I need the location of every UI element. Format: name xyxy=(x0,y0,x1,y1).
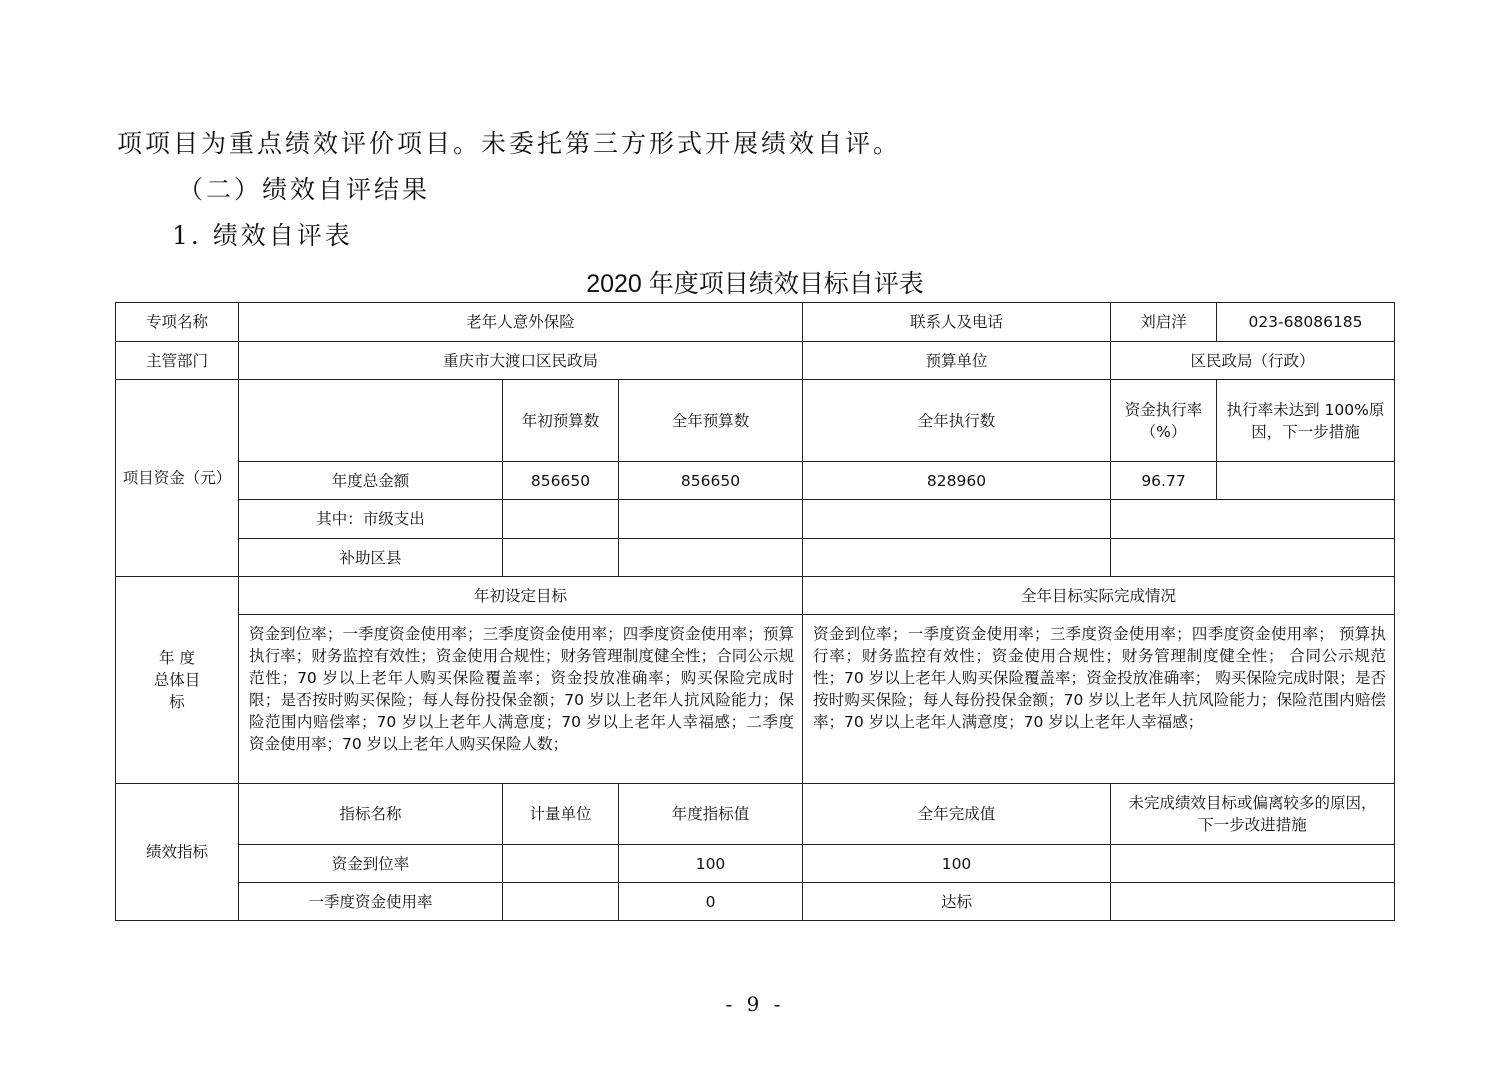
table-title: 2020 年度项目绩效目标自评表 xyxy=(586,270,924,298)
column-header: 年度指标值 xyxy=(619,784,803,845)
set-goals-text: 资金到位率；一季度资金使用率；三季度资金使用率；四季度资金使用率；预算执行率；财务监控有效性；资金使用合规性；财务管理制度健全性；合同公示规范性；70 岁以上老年人购买保险覆盖率；资金投放准确率；购买保险完成时限；是否按时购买保险；每人每份投保金额；70 岁以上老年人抗风险能力；保险范围内赔偿率；70 岁以上老年人满意度；70 岁以上老年人幸福感；二季度资金使用率；70 岁以上老年人购买保险人数； xyxy=(239,615,803,784)
subsection-heading: 1. 绩效自评表 xyxy=(172,221,353,250)
column-header: 指标名称 xyxy=(239,784,503,845)
column-header: 全年预算数 xyxy=(619,380,803,462)
value-cell xyxy=(1111,500,1395,539)
table-row xyxy=(116,380,1395,462)
project-name: 老年人意外保险 xyxy=(239,303,803,342)
department: 重庆市大渡口区民政局 xyxy=(239,342,803,380)
indicator-name: 资金到位率 xyxy=(239,845,503,883)
value-cell xyxy=(1111,845,1395,883)
value-cell xyxy=(503,539,619,577)
column-header: 计量单位 xyxy=(503,784,619,845)
row-name: 其中：市级支出 xyxy=(239,500,503,539)
row-name: 补助区县 xyxy=(239,539,503,577)
indicators-label: 绩效指标 xyxy=(116,784,239,921)
value-cell xyxy=(619,500,803,539)
performance-evaluation-table xyxy=(115,302,1395,921)
value-cell: 828960 xyxy=(803,462,1111,500)
table-row xyxy=(116,539,1395,577)
row-name: 年度总金额 xyxy=(239,462,503,500)
column-header: 执行率未达到 100%原因，下一步措施 xyxy=(1217,380,1395,462)
table-row xyxy=(116,845,1395,883)
value-cell xyxy=(503,883,619,921)
table-row xyxy=(116,462,1395,500)
value-cell: 100 xyxy=(619,845,803,883)
empty-cell xyxy=(239,380,503,462)
table-row xyxy=(116,784,1395,845)
column-header: 全年完成值 xyxy=(803,784,1111,845)
column-header: 未完成绩效目标或偏离较多的原因，下一步改进措施 xyxy=(1111,784,1395,845)
value-cell: 856650 xyxy=(503,462,619,500)
contact-phone: 023-68086185 xyxy=(1217,303,1395,342)
value-cell xyxy=(803,539,1111,577)
column-header: 全年目标实际完成情况 xyxy=(803,577,1395,615)
funds-label: 项目资金（元） xyxy=(116,380,239,577)
column-header: 年初设定目标 xyxy=(239,577,803,615)
value-cell xyxy=(503,500,619,539)
value-cell: 96.77 xyxy=(1111,462,1217,500)
column-header: 年初预算数 xyxy=(503,380,619,462)
value-cell xyxy=(1217,462,1395,500)
table-row xyxy=(116,577,1395,615)
label-cell: 预算单位 xyxy=(803,342,1111,380)
table-row xyxy=(116,342,1395,380)
value-cell xyxy=(1111,883,1395,921)
column-header: 全年执行数 xyxy=(803,380,1111,462)
label-cell: 主管部门 xyxy=(116,342,239,380)
contact-name: 刘启洋 xyxy=(1111,303,1217,342)
label-cell: 联系人及电话 xyxy=(803,303,1111,342)
budget-unit: 区民政局（行政） xyxy=(1111,342,1395,380)
label-cell: 专项名称 xyxy=(116,303,239,342)
table-row xyxy=(116,883,1395,921)
goals-label: 年 度 总体目标 xyxy=(116,577,239,784)
body-paragraph: 项项目为重点绩效评价项目。未委托第三方形式开展绩效自评。 xyxy=(117,129,902,158)
value-cell: 0 xyxy=(619,883,803,921)
value-cell: 856650 xyxy=(619,462,803,500)
table-row xyxy=(116,500,1395,539)
table-row xyxy=(116,615,1395,784)
indicator-name: 一季度资金使用率 xyxy=(239,883,503,921)
value-cell: 100 xyxy=(803,845,1111,883)
value-cell xyxy=(619,539,803,577)
section-heading: （二）绩效自评结果 xyxy=(178,175,431,204)
page-number: - 9 - xyxy=(725,992,785,1016)
value-cell xyxy=(503,845,619,883)
actual-goals-text: 资金到位率；一季度资金使用率；三季度资金使用率；四季度资金使用率； 预算执行率；财务监控有效性；资金使用合规性；财务管理制度健全性； 合同公示规范性；70 岁以上老年人购买保险覆盖率；资金投放准确率； 购买保险完成时限；是否按时购买保险；每人每份投保金额；70 岁以上老年人抗风险能力；保险范围内赔偿率；70 岁以上老年人满意度；70 岁以上老年人幸福感； xyxy=(803,615,1395,784)
column-header: 资金执行率（%） xyxy=(1111,380,1217,462)
table-row xyxy=(116,303,1395,342)
value-cell xyxy=(803,500,1111,539)
value-cell xyxy=(1111,539,1395,577)
value-cell: 达标 xyxy=(803,883,1111,921)
